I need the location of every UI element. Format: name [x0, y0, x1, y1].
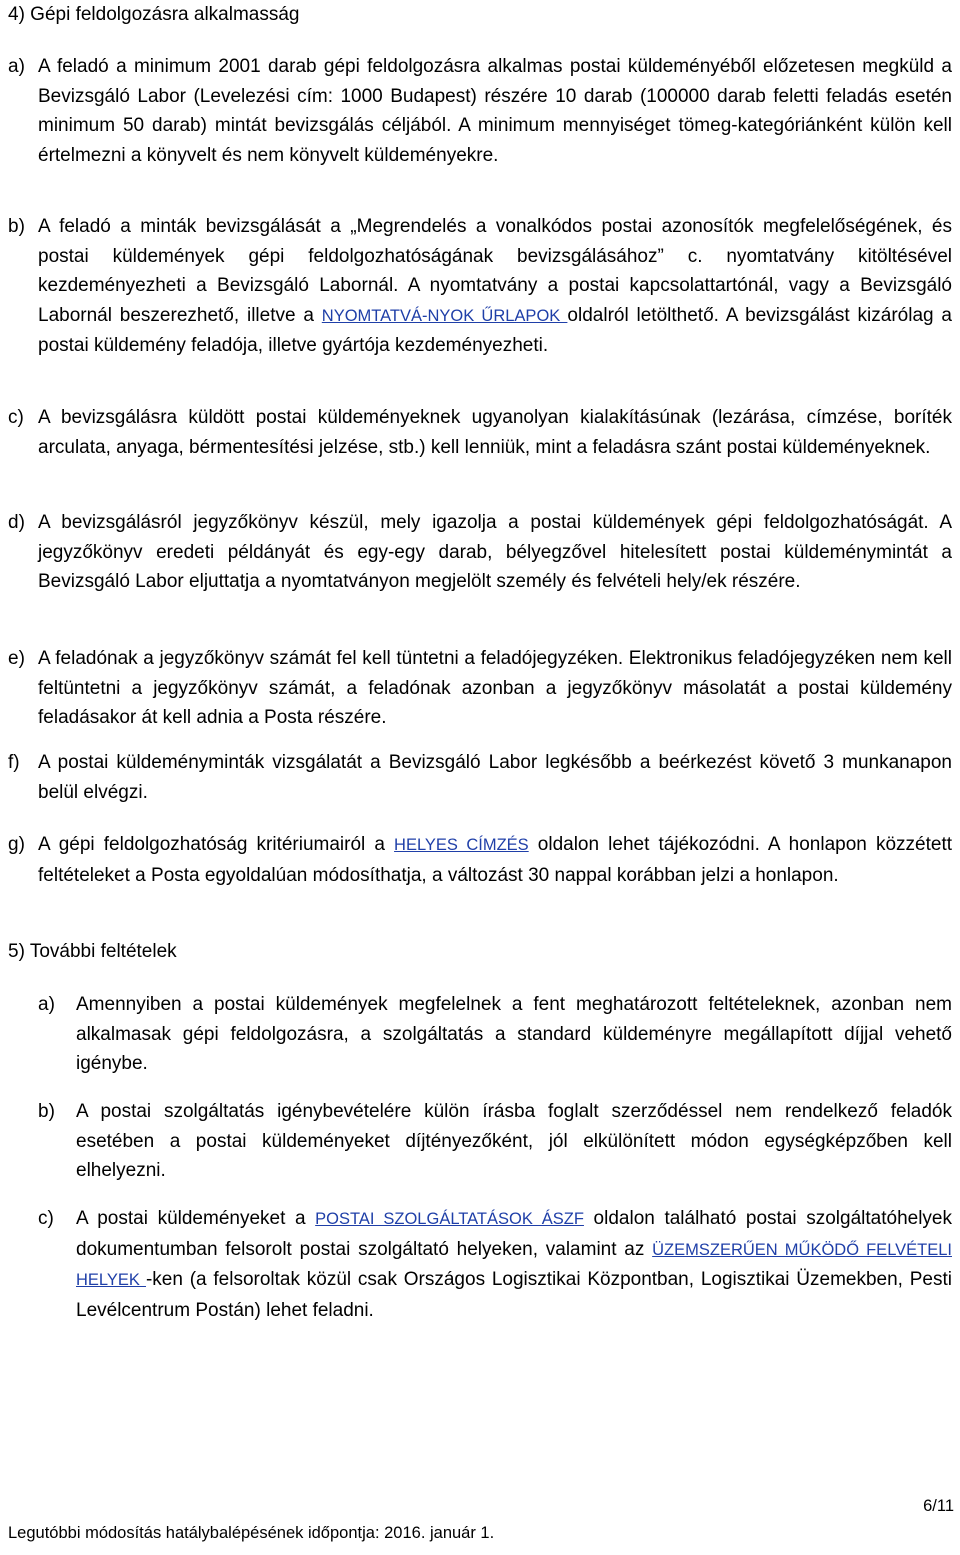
section-4-item-b [8, 212, 952, 361]
item-text-part: oldalon lehet tájékozódni. A honlapon közzétett feltételeket a Posta egyoldalúan módosíthatja, a változást 30 nappal korábban jelzi a honlapon. [38, 834, 952, 886]
section-5-item-b [38, 1097, 952, 1186]
item-text-part: oldalon található postai szolgáltatóhelyek dokumentumban felsorolt postai szolgáltató helyeken, valamint az [76, 1208, 952, 1260]
section-4-item-e [8, 644, 952, 733]
uzemszeruen-mukodo-felveteli-helyek-link[interactable]: ÜZEMSZERŰEN MŰKÖDŐ FELVÉTELI HELYEK [76, 1240, 952, 1289]
section-5-item-c [38, 1204, 952, 1325]
item-label: d) [8, 512, 25, 533]
section-4-item-c [8, 403, 952, 462]
item-label: a) [38, 994, 55, 1015]
item-label: c) [8, 407, 24, 428]
item-text: A feladónak a jegyzőkönyv számát fel kell tüntetni a feladójegyzéken. Elektronikus feladójegyzéken nem kell feltüntetni a jegyzőkönyv számát, a feladónak azonban a jegyzőkönyv másolatát a postai küldemény feladásakor át kell adnia a Posta részére. [38, 648, 952, 728]
item-text-part: A postai küldeményeket a [76, 1208, 316, 1229]
item-text: A bevizsgálásra küldött postai küldeményeknek ugyanolyan kialakításúnak (lezárása, címzése, boríték arculata, anyaga, bérmentesítési jelzése, stb.) kell lenniük, mint a feladásra szánt postai küldeményeknek. [38, 407, 952, 458]
item-text-part: oldalról letölthető. A bevizsgálást kizárólag a postai küldemény feladója, illetve gyártója kezdeményezheti. [38, 304, 952, 356]
section-5-item-a [38, 990, 952, 1079]
item-text-part: A gépi feldolgozhatóság kritériumairól a [38, 834, 395, 855]
item-label: a) [8, 56, 25, 77]
section-5-title: 5) További feltételek [8, 941, 177, 962]
item-text [38, 212, 952, 361]
item-text: Amennyiben a postai küldemények megfelelnek a fent meghatározott feltételeknek, azonban nem alkalmasak gépi feldolgozásra, a szolgáltatás a standard küldeményre megállapított díjjal vehető igénybe. [76, 994, 952, 1074]
item-label: c) [38, 1208, 54, 1229]
footer-text: Legutóbbi módosítás hatálybalépésének időpontja: 2016. január 1. [8, 1524, 495, 1542]
page-number: 6/11 [923, 1497, 954, 1515]
section-4-item-d [8, 508, 952, 597]
section-4-item-a [8, 52, 952, 170]
item-text: A postai küldeményminták vizsgálatát a Bevizsgáló Labor legkésőbb a beérkezést követő 3 munkanapon belül elvégzi. [38, 752, 952, 803]
helyes-cimzes-link[interactable]: HELYES CÍMZÉS [394, 836, 529, 854]
item-label: f) [8, 752, 20, 773]
section-4-title: 4) Gépi feldolgozásra alkalmasság [8, 4, 300, 25]
item-label: b) [8, 216, 25, 237]
item-text: A bevizsgálásról jegyzőkönyv készül, mely igazolja a postai küldemények gépi feldolgozhatóságát. A jegyzőkönyv eredeti példányát és egy-egy darab, bélyegzővel hitelesített postai küldeménymintát a Bevizsgáló Labor eljuttatja a nyomtatványon megjelölt személy és felvételi hely/ek részére. [38, 512, 952, 592]
item-text: A feladó a minimum 2001 darab gépi feldolgozásra alkalmas postai küldeményéből előzetesen megküld a Bevizsgáló Labor (Levelezési cím: 1000 Budapest) részére 10 darab (100000 darab feletti feladás esetén minimum 50 darab) mintát bevizsgálás céljából. A minimum mennyiséget tömeg-kategóriánként külön kell értelmezni a könyvelt és nem könyvelt küldeményekre. [38, 56, 952, 166]
nyomtatvanyok-urlapok-link[interactable]: NYOMTATVÁ-NYOK ŰRLAPOK [321, 306, 568, 325]
item-label: e) [8, 648, 25, 669]
section-4-item-g [8, 830, 952, 890]
item-text-part: -ken (a felsoroltak közül csak Országos Logisztikai Központban, Logisztikai Üzemekben, Pesti Levélcentrum Postán) lehet feladni. [76, 1269, 952, 1321]
postai-szolgaltatasok-aszf-link[interactable]: POSTAI SZOLGÁLTATÁSOK ÁSZF [315, 1210, 584, 1228]
item-text [76, 1204, 952, 1325]
item-text [38, 830, 952, 890]
item-text: A postai szolgáltatás igénybevételére külön írásba foglalt szerződéssel nem rendelkező feladók esetében a postai küldeményeket díjtényezőként, jól elkülönített módon egységképzőben kell elhelyezni. [76, 1101, 952, 1181]
item-label: g) [8, 834, 25, 855]
section-4-item-f [8, 748, 952, 807]
item-label: b) [38, 1101, 55, 1122]
item-text-part: A feladó a minták bevizsgálását a „Megrendelés a vonalkódos postai azonosítók megfelelőségének, és postai küldemények gépi feldolgozhatóságának bevizsgálásához” c. nyomtatvány kitöltésével kezdeményezheti a Bevizsgáló Labornál. A nyomtatvány a postai kapcsolattartónál, vagy a Bevizsgáló Labornál beszerezhető, illetve a [38, 216, 952, 326]
